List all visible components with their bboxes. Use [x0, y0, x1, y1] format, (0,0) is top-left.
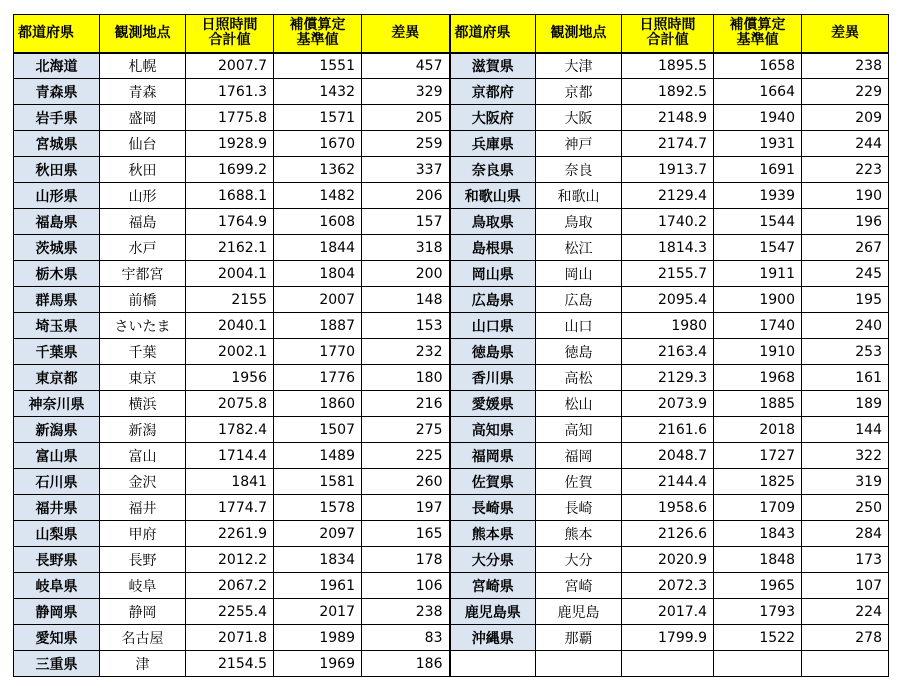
standard-value-cell: 1551 — [274, 53, 362, 79]
difference-cell: 337 — [362, 157, 450, 183]
standard-value-cell: 2097 — [274, 521, 362, 547]
prefecture-cell: 高知県 — [450, 417, 536, 443]
difference-cell: 209 — [802, 105, 889, 131]
sunshine-total-cell: 1688.1 — [186, 183, 274, 209]
standard-value-cell: 1848 — [714, 547, 802, 573]
station-cell: 広島 — [536, 287, 622, 313]
standard-value-cell: 1727 — [714, 443, 802, 469]
prefecture-cell: 千葉県 — [14, 339, 100, 365]
sunshine-data-table — [13, 14, 889, 677]
standard-value-cell: 1825 — [714, 469, 802, 495]
header-station: 観測地点 — [536, 15, 622, 53]
prefecture-cell: 福岡県 — [450, 443, 536, 469]
difference-cell: 216 — [362, 391, 450, 417]
station-cell: 福井 — [100, 495, 186, 521]
difference-cell: 157 — [362, 209, 450, 235]
sunshine-total-cell: 2126.6 — [622, 521, 714, 547]
sunshine-total-cell: 2174.7 — [622, 131, 714, 157]
sunshine-total-cell: 1764.9 — [186, 209, 274, 235]
table-row — [14, 599, 889, 625]
sunshine-total-cell: 2002.1 — [186, 339, 274, 365]
standard-value-cell: 1931 — [714, 131, 802, 157]
station-cell: 松江 — [536, 235, 622, 261]
sunshine-total-cell: 2073.9 — [622, 391, 714, 417]
prefecture-cell: 奈良県 — [450, 157, 536, 183]
station-cell: 京都 — [536, 79, 622, 105]
difference-cell: 267 — [802, 235, 889, 261]
station-cell: 山形 — [100, 183, 186, 209]
prefecture-cell: 愛知県 — [14, 625, 100, 651]
sunshine-total-cell: 2067.2 — [186, 573, 274, 599]
station-cell: 長崎 — [536, 495, 622, 521]
prefecture-cell: 三重県 — [14, 651, 100, 677]
standard-value-cell: 1691 — [714, 157, 802, 183]
difference-cell: 240 — [802, 313, 889, 339]
sunshine-total-cell: 1928.9 — [186, 131, 274, 157]
sunshine-total-cell: 1895.5 — [622, 53, 714, 79]
station-cell: 札幌 — [100, 53, 186, 79]
difference-cell: 189 — [802, 391, 889, 417]
difference-cell: 322 — [802, 443, 889, 469]
table-row — [14, 495, 889, 521]
station-cell: 新潟 — [100, 417, 186, 443]
difference-cell: 238 — [802, 53, 889, 79]
prefecture-cell: 長野県 — [14, 547, 100, 573]
difference-cell: 148 — [362, 287, 450, 313]
prefecture-cell: 岐阜県 — [14, 573, 100, 599]
difference-cell: 238 — [362, 599, 450, 625]
standard-value-cell: 1571 — [274, 105, 362, 131]
station-cell: 大津 — [536, 53, 622, 79]
table-row — [14, 391, 889, 417]
prefecture-cell: 静岡県 — [14, 599, 100, 625]
difference-cell: 259 — [362, 131, 450, 157]
station-cell: 青森 — [100, 79, 186, 105]
station-cell: 鹿児島 — [536, 599, 622, 625]
sunshine-total-cell: 2155.7 — [622, 261, 714, 287]
header-station: 観測地点 — [100, 15, 186, 53]
sunshine-total-cell: 1814.3 — [622, 235, 714, 261]
difference-cell — [802, 651, 889, 677]
station-cell: 奈良 — [536, 157, 622, 183]
station-cell: 静岡 — [100, 599, 186, 625]
standard-value-cell: 1740 — [714, 313, 802, 339]
standard-value-cell: 1887 — [274, 313, 362, 339]
station-cell: 大分 — [536, 547, 622, 573]
prefecture-cell: 広島県 — [450, 287, 536, 313]
table-row — [14, 79, 889, 105]
prefecture-cell: 滋賀県 — [450, 53, 536, 79]
table-row — [14, 287, 889, 313]
table-row — [14, 313, 889, 339]
prefecture-cell: 福島県 — [14, 209, 100, 235]
prefecture-cell: 徳島県 — [450, 339, 536, 365]
standard-value-cell: 1968 — [714, 365, 802, 391]
prefecture-cell: 和歌山県 — [450, 183, 536, 209]
station-cell: 仙台 — [100, 131, 186, 157]
sunshine-total-cell: 2007.7 — [186, 53, 274, 79]
prefecture-cell: 鳥取県 — [450, 209, 536, 235]
station-cell: 水戸 — [100, 235, 186, 261]
standard-value-cell: 1489 — [274, 443, 362, 469]
station-cell: 鳥取 — [536, 209, 622, 235]
prefecture-cell: 新潟県 — [14, 417, 100, 443]
prefecture-cell: 石川県 — [14, 469, 100, 495]
difference-cell: 196 — [802, 209, 889, 235]
difference-cell: 457 — [362, 53, 450, 79]
sunshine-total-cell: 2048.7 — [622, 443, 714, 469]
prefecture-cell — [450, 651, 536, 677]
sunshine-total-cell: 1799.9 — [622, 625, 714, 651]
sunshine-total-cell: 1892.5 — [622, 79, 714, 105]
difference-cell: 250 — [802, 495, 889, 521]
difference-cell: 260 — [362, 469, 450, 495]
prefecture-cell: 山形県 — [14, 183, 100, 209]
standard-value-cell: 1989 — [274, 625, 362, 651]
standard-value-cell: 1793 — [714, 599, 802, 625]
difference-cell: 319 — [802, 469, 889, 495]
table-row — [14, 417, 889, 443]
standard-value-cell: 1770 — [274, 339, 362, 365]
sunshine-total-cell: 2161.6 — [622, 417, 714, 443]
table-row — [14, 183, 889, 209]
station-cell: さいたま — [100, 313, 186, 339]
table-row — [14, 339, 889, 365]
standard-value-cell: 1670 — [274, 131, 362, 157]
difference-cell: 180 — [362, 365, 450, 391]
table-row — [14, 53, 889, 79]
standard-value-cell: 1911 — [714, 261, 802, 287]
standard-value-cell: 1804 — [274, 261, 362, 287]
sunshine-total-cell: 2162.1 — [186, 235, 274, 261]
header-diff: 差異 — [802, 15, 889, 53]
sunshine-total-cell: 1980 — [622, 313, 714, 339]
prefecture-cell: 鹿児島県 — [450, 599, 536, 625]
prefecture-cell: 島根県 — [450, 235, 536, 261]
sunshine-total-cell: 2129.4 — [622, 183, 714, 209]
header-prefecture: 都道府県 — [450, 15, 536, 53]
sunshine-total-cell: 2255.4 — [186, 599, 274, 625]
difference-cell: 245 — [802, 261, 889, 287]
standard-value-cell: 1910 — [714, 339, 802, 365]
table-row — [14, 469, 889, 495]
station-cell: 津 — [100, 651, 186, 677]
standard-value-cell: 1507 — [274, 417, 362, 443]
prefecture-cell: 埼玉県 — [14, 313, 100, 339]
station-cell: 東京 — [100, 365, 186, 391]
standard-value-cell: 1578 — [274, 495, 362, 521]
table-row — [14, 573, 889, 599]
standard-value-cell: 1940 — [714, 105, 802, 131]
sunshine-total-cell: 1775.8 — [186, 105, 274, 131]
station-cell: 佐賀 — [536, 469, 622, 495]
standard-value-cell: 1522 — [714, 625, 802, 651]
prefecture-cell: 兵庫県 — [450, 131, 536, 157]
prefecture-cell: 愛媛県 — [450, 391, 536, 417]
prefecture-cell: 山口県 — [450, 313, 536, 339]
table-body — [14, 53, 889, 677]
sunshine-total-cell: 2095.4 — [622, 287, 714, 313]
sunshine-total-cell: 2072.3 — [622, 573, 714, 599]
prefecture-cell: 群馬県 — [14, 287, 100, 313]
standard-value-cell: 1900 — [714, 287, 802, 313]
difference-cell: 165 — [362, 521, 450, 547]
station-cell: 和歌山 — [536, 183, 622, 209]
prefecture-cell: 青森県 — [14, 79, 100, 105]
prefecture-cell: 北海道 — [14, 53, 100, 79]
sunshine-total-cell: 1774.7 — [186, 495, 274, 521]
sunshine-total-cell: 2148.9 — [622, 105, 714, 131]
sunshine-total-cell: 2129.3 — [622, 365, 714, 391]
station-cell: 秋田 — [100, 157, 186, 183]
station-cell: 高知 — [536, 417, 622, 443]
header-diff: 差異 — [362, 15, 450, 53]
station-cell: 甲府 — [100, 521, 186, 547]
sunshine-total-cell: 1740.2 — [622, 209, 714, 235]
header-prefecture: 都道府県 — [14, 15, 100, 53]
difference-cell: 275 — [362, 417, 450, 443]
standard-value-cell: 1362 — [274, 157, 362, 183]
standard-value-cell: 2007 — [274, 287, 362, 313]
sunshine-total-cell: 1782.4 — [186, 417, 274, 443]
difference-cell: 205 — [362, 105, 450, 131]
table-row — [14, 131, 889, 157]
difference-cell: 329 — [362, 79, 450, 105]
station-cell: 名古屋 — [100, 625, 186, 651]
standard-value-cell — [714, 651, 802, 677]
standard-value-cell: 1961 — [274, 573, 362, 599]
prefecture-cell: 茨城県 — [14, 235, 100, 261]
difference-cell: 229 — [802, 79, 889, 105]
standard-value-cell: 1608 — [274, 209, 362, 235]
standard-value-cell: 1965 — [714, 573, 802, 599]
difference-cell: 232 — [362, 339, 450, 365]
table-row — [14, 443, 889, 469]
station-cell: 岐阜 — [100, 573, 186, 599]
table-header — [14, 15, 889, 53]
sunshine-total-cell: 1714.4 — [186, 443, 274, 469]
station-cell: 神戸 — [536, 131, 622, 157]
header-sunshine: 日照時間 合計値 — [622, 15, 714, 53]
station-cell: 金沢 — [100, 469, 186, 495]
prefecture-cell: 神奈川県 — [14, 391, 100, 417]
header-sunshine: 日照時間 合計値 — [186, 15, 274, 53]
prefecture-cell: 香川県 — [450, 365, 536, 391]
difference-cell: 223 — [802, 157, 889, 183]
standard-value-cell: 1482 — [274, 183, 362, 209]
prefecture-cell: 岩手県 — [14, 105, 100, 131]
table-row — [14, 209, 889, 235]
standard-value-cell: 1547 — [714, 235, 802, 261]
table-row — [14, 625, 889, 651]
sunshine-total-cell: 1913.7 — [622, 157, 714, 183]
difference-cell: 107 — [802, 573, 889, 599]
prefecture-cell: 大分県 — [450, 547, 536, 573]
station-cell: 前橋 — [100, 287, 186, 313]
difference-cell: 197 — [362, 495, 450, 521]
difference-cell: 225 — [362, 443, 450, 469]
sunshine-total-cell: 2261.9 — [186, 521, 274, 547]
station-cell: 長野 — [100, 547, 186, 573]
prefecture-cell: 長崎県 — [450, 495, 536, 521]
standard-value-cell: 1885 — [714, 391, 802, 417]
difference-cell: 244 — [802, 131, 889, 157]
standard-value-cell: 2018 — [714, 417, 802, 443]
prefecture-cell: 京都府 — [450, 79, 536, 105]
standard-value-cell: 1969 — [274, 651, 362, 677]
sunshine-total-cell: 2163.4 — [622, 339, 714, 365]
station-cell: 徳島 — [536, 339, 622, 365]
prefecture-cell: 佐賀県 — [450, 469, 536, 495]
difference-cell: 200 — [362, 261, 450, 287]
table-row — [14, 235, 889, 261]
standard-value-cell: 1939 — [714, 183, 802, 209]
station-cell: 盛岡 — [100, 105, 186, 131]
sunshine-total-cell: 2154.5 — [186, 651, 274, 677]
station-cell: 富山 — [100, 443, 186, 469]
difference-cell: 153 — [362, 313, 450, 339]
standard-value-cell: 1432 — [274, 79, 362, 105]
prefecture-cell: 富山県 — [14, 443, 100, 469]
header-standard: 補償算定 基準値 — [714, 15, 802, 53]
standard-value-cell: 1664 — [714, 79, 802, 105]
station-cell: 高松 — [536, 365, 622, 391]
sunshine-total-cell: 2017.4 — [622, 599, 714, 625]
station-cell: 那覇 — [536, 625, 622, 651]
sunshine-total-cell: 2071.8 — [186, 625, 274, 651]
difference-cell: 253 — [802, 339, 889, 365]
table-row — [14, 261, 889, 287]
standard-value-cell: 1776 — [274, 365, 362, 391]
station-cell: 熊本 — [536, 521, 622, 547]
sunshine-total-cell: 2040.1 — [186, 313, 274, 339]
prefecture-cell: 沖縄県 — [450, 625, 536, 651]
sunshine-total-cell: 1699.2 — [186, 157, 274, 183]
station-cell: 大阪 — [536, 105, 622, 131]
difference-cell: 178 — [362, 547, 450, 573]
difference-cell: 144 — [802, 417, 889, 443]
difference-cell: 284 — [802, 521, 889, 547]
station-cell: 山口 — [536, 313, 622, 339]
sunshine-total-cell: 2155 — [186, 287, 274, 313]
station-cell: 福岡 — [536, 443, 622, 469]
sunshine-total-cell: 2144.4 — [622, 469, 714, 495]
station-cell: 福島 — [100, 209, 186, 235]
prefecture-cell: 山梨県 — [14, 521, 100, 547]
header-standard: 補償算定 基準値 — [274, 15, 362, 53]
sunshine-total-cell: 1956 — [186, 365, 274, 391]
difference-cell: 190 — [802, 183, 889, 209]
difference-cell: 224 — [802, 599, 889, 625]
sunshine-total-cell: 1761.3 — [186, 79, 274, 105]
sunshine-total-cell: 2020.9 — [622, 547, 714, 573]
difference-cell: 195 — [802, 287, 889, 313]
prefecture-cell: 宮城県 — [14, 131, 100, 157]
station-cell: 岡山 — [536, 261, 622, 287]
table-row — [14, 547, 889, 573]
sunshine-total-cell — [622, 651, 714, 677]
prefecture-cell: 熊本県 — [450, 521, 536, 547]
sunshine-total-cell: 1958.6 — [622, 495, 714, 521]
standard-value-cell: 1581 — [274, 469, 362, 495]
prefecture-cell: 秋田県 — [14, 157, 100, 183]
sunshine-total-cell: 2075.8 — [186, 391, 274, 417]
standard-value-cell: 1843 — [714, 521, 802, 547]
station-cell: 千葉 — [100, 339, 186, 365]
table-row — [14, 105, 889, 131]
table-row — [14, 157, 889, 183]
prefecture-cell: 宮崎県 — [450, 573, 536, 599]
standard-value-cell: 1658 — [714, 53, 802, 79]
prefecture-cell: 栃木県 — [14, 261, 100, 287]
prefecture-cell: 東京都 — [14, 365, 100, 391]
difference-cell: 318 — [362, 235, 450, 261]
table-row — [14, 365, 889, 391]
standard-value-cell: 1544 — [714, 209, 802, 235]
difference-cell: 173 — [802, 547, 889, 573]
difference-cell: 186 — [362, 651, 450, 677]
sunshine-total-cell: 2012.2 — [186, 547, 274, 573]
standard-value-cell: 1834 — [274, 547, 362, 573]
prefecture-cell: 福井県 — [14, 495, 100, 521]
difference-cell: 206 — [362, 183, 450, 209]
station-cell: 宮崎 — [536, 573, 622, 599]
standard-value-cell: 2017 — [274, 599, 362, 625]
station-cell: 宇都宮 — [100, 261, 186, 287]
standard-value-cell: 1860 — [274, 391, 362, 417]
difference-cell: 278 — [802, 625, 889, 651]
station-cell — [536, 651, 622, 677]
sunshine-total-cell: 1841 — [186, 469, 274, 495]
table-row — [14, 521, 889, 547]
table-row — [14, 651, 889, 677]
station-cell: 横浜 — [100, 391, 186, 417]
difference-cell: 106 — [362, 573, 450, 599]
standard-value-cell: 1709 — [714, 495, 802, 521]
station-cell: 松山 — [536, 391, 622, 417]
difference-cell: 161 — [802, 365, 889, 391]
prefecture-cell: 岡山県 — [450, 261, 536, 287]
prefecture-cell: 大阪府 — [450, 105, 536, 131]
sunshine-total-cell: 2004.1 — [186, 261, 274, 287]
difference-cell: 83 — [362, 625, 450, 651]
standard-value-cell: 1844 — [274, 235, 362, 261]
